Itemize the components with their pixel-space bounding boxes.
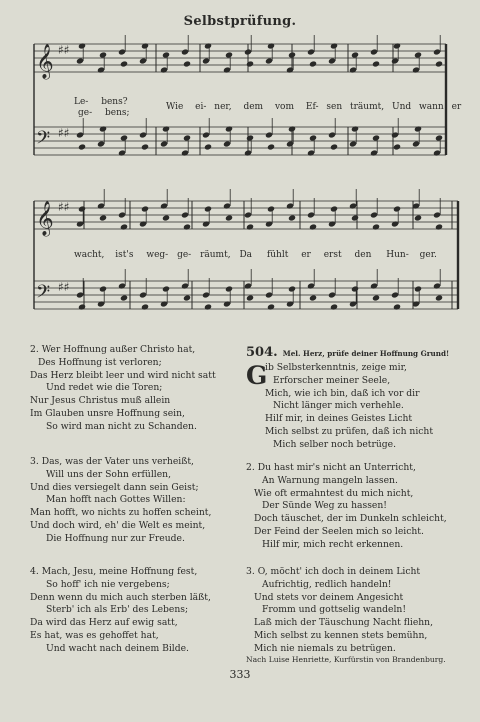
verse-line: An Warnung mangeln lassen. bbox=[262, 474, 398, 486]
music-notation bbox=[0, 0, 480, 340]
bass-clef: 𝄢 bbox=[36, 282, 51, 307]
verse-line: Denn wenn du mich auch sterben läßt, bbox=[30, 591, 211, 603]
verse-number: 2. bbox=[246, 462, 255, 473]
note-head bbox=[435, 60, 443, 67]
verse-line bbox=[246, 566, 433, 579]
page-number: 333 bbox=[229, 668, 251, 681]
verse-line: Sterb' ich als Erb' des Lebens; bbox=[46, 604, 189, 616]
lyric-line-main bbox=[166, 102, 461, 112]
lyric-line-system2 bbox=[74, 250, 437, 260]
verse-line: Hilf mir, in deines Geistes Licht bbox=[265, 413, 413, 425]
note-head bbox=[351, 214, 359, 221]
note-head bbox=[330, 303, 338, 310]
lyric-syllable: erst bbox=[323, 250, 342, 260]
verse-number: 4. bbox=[30, 566, 39, 577]
lyric-syllable: sen bbox=[326, 102, 343, 112]
note-head bbox=[330, 143, 338, 150]
note-head bbox=[288, 214, 296, 221]
verse-line: Nur Jesus Christus muß allein bbox=[30, 395, 171, 407]
note-head bbox=[309, 134, 317, 141]
lyric-syllable: ge- bbox=[177, 250, 192, 260]
verse-4-left bbox=[30, 566, 211, 656]
lyric-syllable: den bbox=[354, 250, 372, 260]
verse-line bbox=[30, 566, 211, 579]
note-head bbox=[120, 223, 128, 230]
note-head bbox=[267, 143, 275, 150]
verse-line: Mich, wie ich bin, daß ich vor dir bbox=[265, 387, 420, 399]
note-head bbox=[267, 205, 275, 212]
note-head bbox=[225, 51, 233, 58]
lyric-syllable: bens; bbox=[105, 108, 130, 118]
note-head bbox=[162, 285, 170, 292]
note-head bbox=[414, 125, 422, 132]
verse-line: Aufrichtig, redlich handeln! bbox=[262, 578, 392, 590]
key-signature: ♯♯ bbox=[58, 126, 70, 140]
lyric-syllable: Le- bbox=[74, 97, 89, 107]
note-head bbox=[288, 51, 296, 58]
note-head bbox=[435, 294, 443, 301]
lyric-syllable: wacht, bbox=[74, 250, 105, 260]
note-head bbox=[372, 223, 380, 230]
note-head bbox=[78, 143, 86, 150]
lyric-syllable: weg- bbox=[146, 250, 169, 260]
verse-line: Das Herz bleibt leer und wird nicht satt bbox=[30, 369, 216, 381]
note-head bbox=[414, 285, 422, 292]
lyric-syllable: ger. bbox=[419, 250, 437, 260]
note-head bbox=[78, 42, 86, 49]
verse-line: Hilf mir, mich recht erkennen. bbox=[262, 538, 404, 550]
note-head bbox=[99, 125, 107, 132]
attribution: Nach Luise Henriette, Kurfürstin von Brandenburg. bbox=[246, 655, 446, 664]
note-head bbox=[309, 294, 317, 301]
lyric-syllable: Und bbox=[391, 102, 412, 112]
lyric-line-1 bbox=[74, 97, 128, 107]
note-head bbox=[393, 303, 401, 310]
note-head bbox=[78, 205, 86, 212]
note-head bbox=[414, 214, 422, 221]
note-head bbox=[120, 294, 128, 301]
verse-text: Wer Hoffnung außer Christo hat, bbox=[41, 344, 196, 355]
verse-number: 2. bbox=[30, 344, 39, 355]
verse-line: Und dies versiegelt dann sein Geist; bbox=[30, 481, 199, 493]
verse-line: Des Hoffnung ist verloren; bbox=[38, 356, 162, 368]
verse-line: Der Feind der Seelen mich so leicht. bbox=[254, 525, 424, 537]
note-head bbox=[246, 294, 254, 301]
verse-line bbox=[246, 462, 447, 475]
lyric-syllable: räumt, bbox=[200, 250, 231, 260]
verse-text: O, möcht' ich doch in deinem Licht bbox=[257, 566, 421, 577]
verse-line: Wie oft ermahntest du mich nicht, bbox=[254, 487, 414, 499]
verse-line bbox=[30, 344, 216, 357]
note-head bbox=[162, 51, 170, 58]
verse-line: Und stets vor deinem Angesicht bbox=[254, 591, 404, 603]
hymn-verse-3 bbox=[246, 566, 433, 656]
treble-clef: 𝄞 bbox=[36, 44, 54, 79]
hymn-verse-1 bbox=[265, 362, 433, 452]
lyric-syllable: bens? bbox=[101, 97, 128, 107]
note-head bbox=[99, 214, 107, 221]
note-head bbox=[330, 42, 338, 49]
note-head bbox=[372, 60, 380, 67]
note-head bbox=[309, 60, 317, 67]
note-head bbox=[288, 285, 296, 292]
note-head bbox=[183, 223, 191, 230]
verse-text: Das, was der Vater uns verheißt, bbox=[41, 456, 194, 467]
note-head bbox=[141, 205, 149, 212]
lyric-syllable: er bbox=[301, 250, 311, 260]
hymn-number: 504. bbox=[246, 345, 278, 360]
note-head bbox=[78, 303, 86, 310]
hymn-verse-2 bbox=[246, 462, 447, 552]
note-head bbox=[246, 134, 254, 141]
note-head bbox=[372, 294, 380, 301]
verse-line: Man hofft nach Gottes Willen: bbox=[46, 494, 186, 506]
verse-line: So hoff' ich nie vergebens; bbox=[46, 578, 170, 590]
lyric-syllable: ner, bbox=[214, 102, 232, 112]
note-head bbox=[141, 303, 149, 310]
verse-line: Da wird das Herz auf ewig satt, bbox=[30, 617, 178, 629]
note-head bbox=[435, 134, 443, 141]
note-head bbox=[99, 51, 107, 58]
note-head bbox=[393, 42, 401, 49]
note-head bbox=[183, 60, 191, 67]
lyric-syllable: dem bbox=[243, 102, 264, 112]
lyric-line-2 bbox=[78, 108, 130, 118]
verse-line: Will uns der Sohn erfüllen, bbox=[46, 468, 171, 480]
verse-line: Und redet wie die Toren; bbox=[46, 382, 163, 394]
note-head bbox=[120, 134, 128, 141]
verse-line: Mich selber noch betrüge. bbox=[273, 438, 397, 450]
note-head bbox=[225, 125, 233, 132]
key-signature: ♯♯ bbox=[58, 43, 70, 57]
note-head bbox=[351, 285, 359, 292]
treble-clef: 𝄞 bbox=[36, 201, 54, 236]
note-head bbox=[99, 285, 107, 292]
key-signature: ♯♯ bbox=[58, 280, 70, 294]
verse-line: Mich selbst zu kennen stets bemühn, bbox=[254, 629, 428, 641]
lyric-syllable: träumt, bbox=[350, 102, 385, 112]
verse-line: Doch täuschet, der im Dunkeln schleicht, bbox=[254, 513, 447, 525]
note-head bbox=[204, 143, 212, 150]
verse-line: Man hofft, wo nichts zu hoffen scheint, bbox=[30, 507, 212, 519]
verse-line: Im Glauben unsre Hoffnung sein, bbox=[30, 407, 185, 419]
lyric-syllable: Ef- bbox=[305, 102, 319, 112]
note-head bbox=[162, 214, 170, 221]
note-head bbox=[393, 143, 401, 150]
note-head bbox=[225, 285, 233, 292]
note-head bbox=[183, 134, 191, 141]
lyric-syllable: er bbox=[451, 102, 462, 112]
note-head bbox=[141, 42, 149, 49]
lyric-syllable: vom bbox=[274, 102, 295, 112]
note-head bbox=[330, 205, 338, 212]
verse-3-left bbox=[30, 456, 211, 546]
verse-text: Du hast mir's nicht an Unterricht, bbox=[257, 462, 416, 473]
note-head bbox=[393, 205, 401, 212]
note-head bbox=[246, 223, 254, 230]
verse-line: Und doch wird, eh' die Welt es meint, bbox=[30, 519, 206, 531]
note-head bbox=[204, 42, 212, 49]
note-head bbox=[246, 60, 254, 67]
note-head bbox=[288, 125, 296, 132]
note-head bbox=[309, 223, 317, 230]
note-head bbox=[372, 134, 380, 141]
verse-line: Mich nie niemals zu betrügen. bbox=[254, 642, 396, 654]
hymn-melody: Mel. Herz, prüfe deiner Hoffnung Grund! bbox=[282, 349, 450, 358]
verse-2-left bbox=[30, 344, 216, 434]
verse-line: Die Hoffnung nur zur Freude. bbox=[46, 532, 185, 544]
verse-text: Mach, Jesu, meine Hoffnung fest, bbox=[41, 566, 198, 577]
drop-cap: G bbox=[246, 361, 268, 390]
verse-line: Laß mich der Täuschung Nacht fliehn, bbox=[254, 617, 434, 629]
verse-number: 3. bbox=[246, 566, 255, 577]
verse-line: Nicht länger mich verhehle. bbox=[273, 400, 404, 412]
note-head bbox=[351, 51, 359, 58]
lyric-syllable: Da bbox=[239, 250, 253, 260]
verse-line: ib Selbsterkenntnis, zeige mir, bbox=[265, 362, 407, 373]
lyric-syllable: Hun- bbox=[386, 250, 409, 260]
verse-line bbox=[30, 456, 211, 469]
note-head bbox=[267, 303, 275, 310]
note-head bbox=[204, 303, 212, 310]
page-title: Selbstprüfung. bbox=[183, 14, 297, 29]
lyric-syllable: Wie bbox=[166, 102, 184, 112]
verse-number: 3. bbox=[30, 456, 39, 467]
lyric-syllable: wann bbox=[419, 102, 444, 112]
key-signature: ♯♯ bbox=[58, 200, 70, 214]
note-head bbox=[120, 60, 128, 67]
note-head bbox=[414, 51, 422, 58]
lyric-syllable: fühlt bbox=[266, 250, 289, 260]
lyric-syllable: ist's bbox=[115, 250, 134, 260]
note-head bbox=[162, 125, 170, 132]
note-head bbox=[183, 294, 191, 301]
verse-line: So wird man nicht zu Schanden. bbox=[46, 420, 197, 432]
verse-line: Der Sünde Weg zu hassen! bbox=[262, 500, 387, 512]
hymn-heading bbox=[246, 341, 449, 360]
note-head bbox=[141, 143, 149, 150]
note-head bbox=[267, 42, 275, 49]
verse-line: Fromm und gottselig wandeln! bbox=[262, 604, 407, 616]
verse-line: Erforscher meiner Seele, bbox=[273, 374, 391, 386]
note-head bbox=[204, 205, 212, 212]
lyric-syllable: ei- bbox=[195, 102, 207, 112]
verse-line: Es hat, was es gehoffet hat, bbox=[30, 629, 159, 641]
verse-line: Mich selbst zu prüfen, daß ich nicht bbox=[265, 425, 434, 437]
verse-line: Und wacht nach deinem Bilde. bbox=[46, 642, 189, 654]
note-head bbox=[225, 214, 233, 221]
lyric-syllable: ge- bbox=[78, 108, 93, 118]
note-head bbox=[351, 125, 359, 132]
note-head bbox=[435, 223, 443, 230]
bass-clef: 𝄢 bbox=[36, 128, 51, 153]
